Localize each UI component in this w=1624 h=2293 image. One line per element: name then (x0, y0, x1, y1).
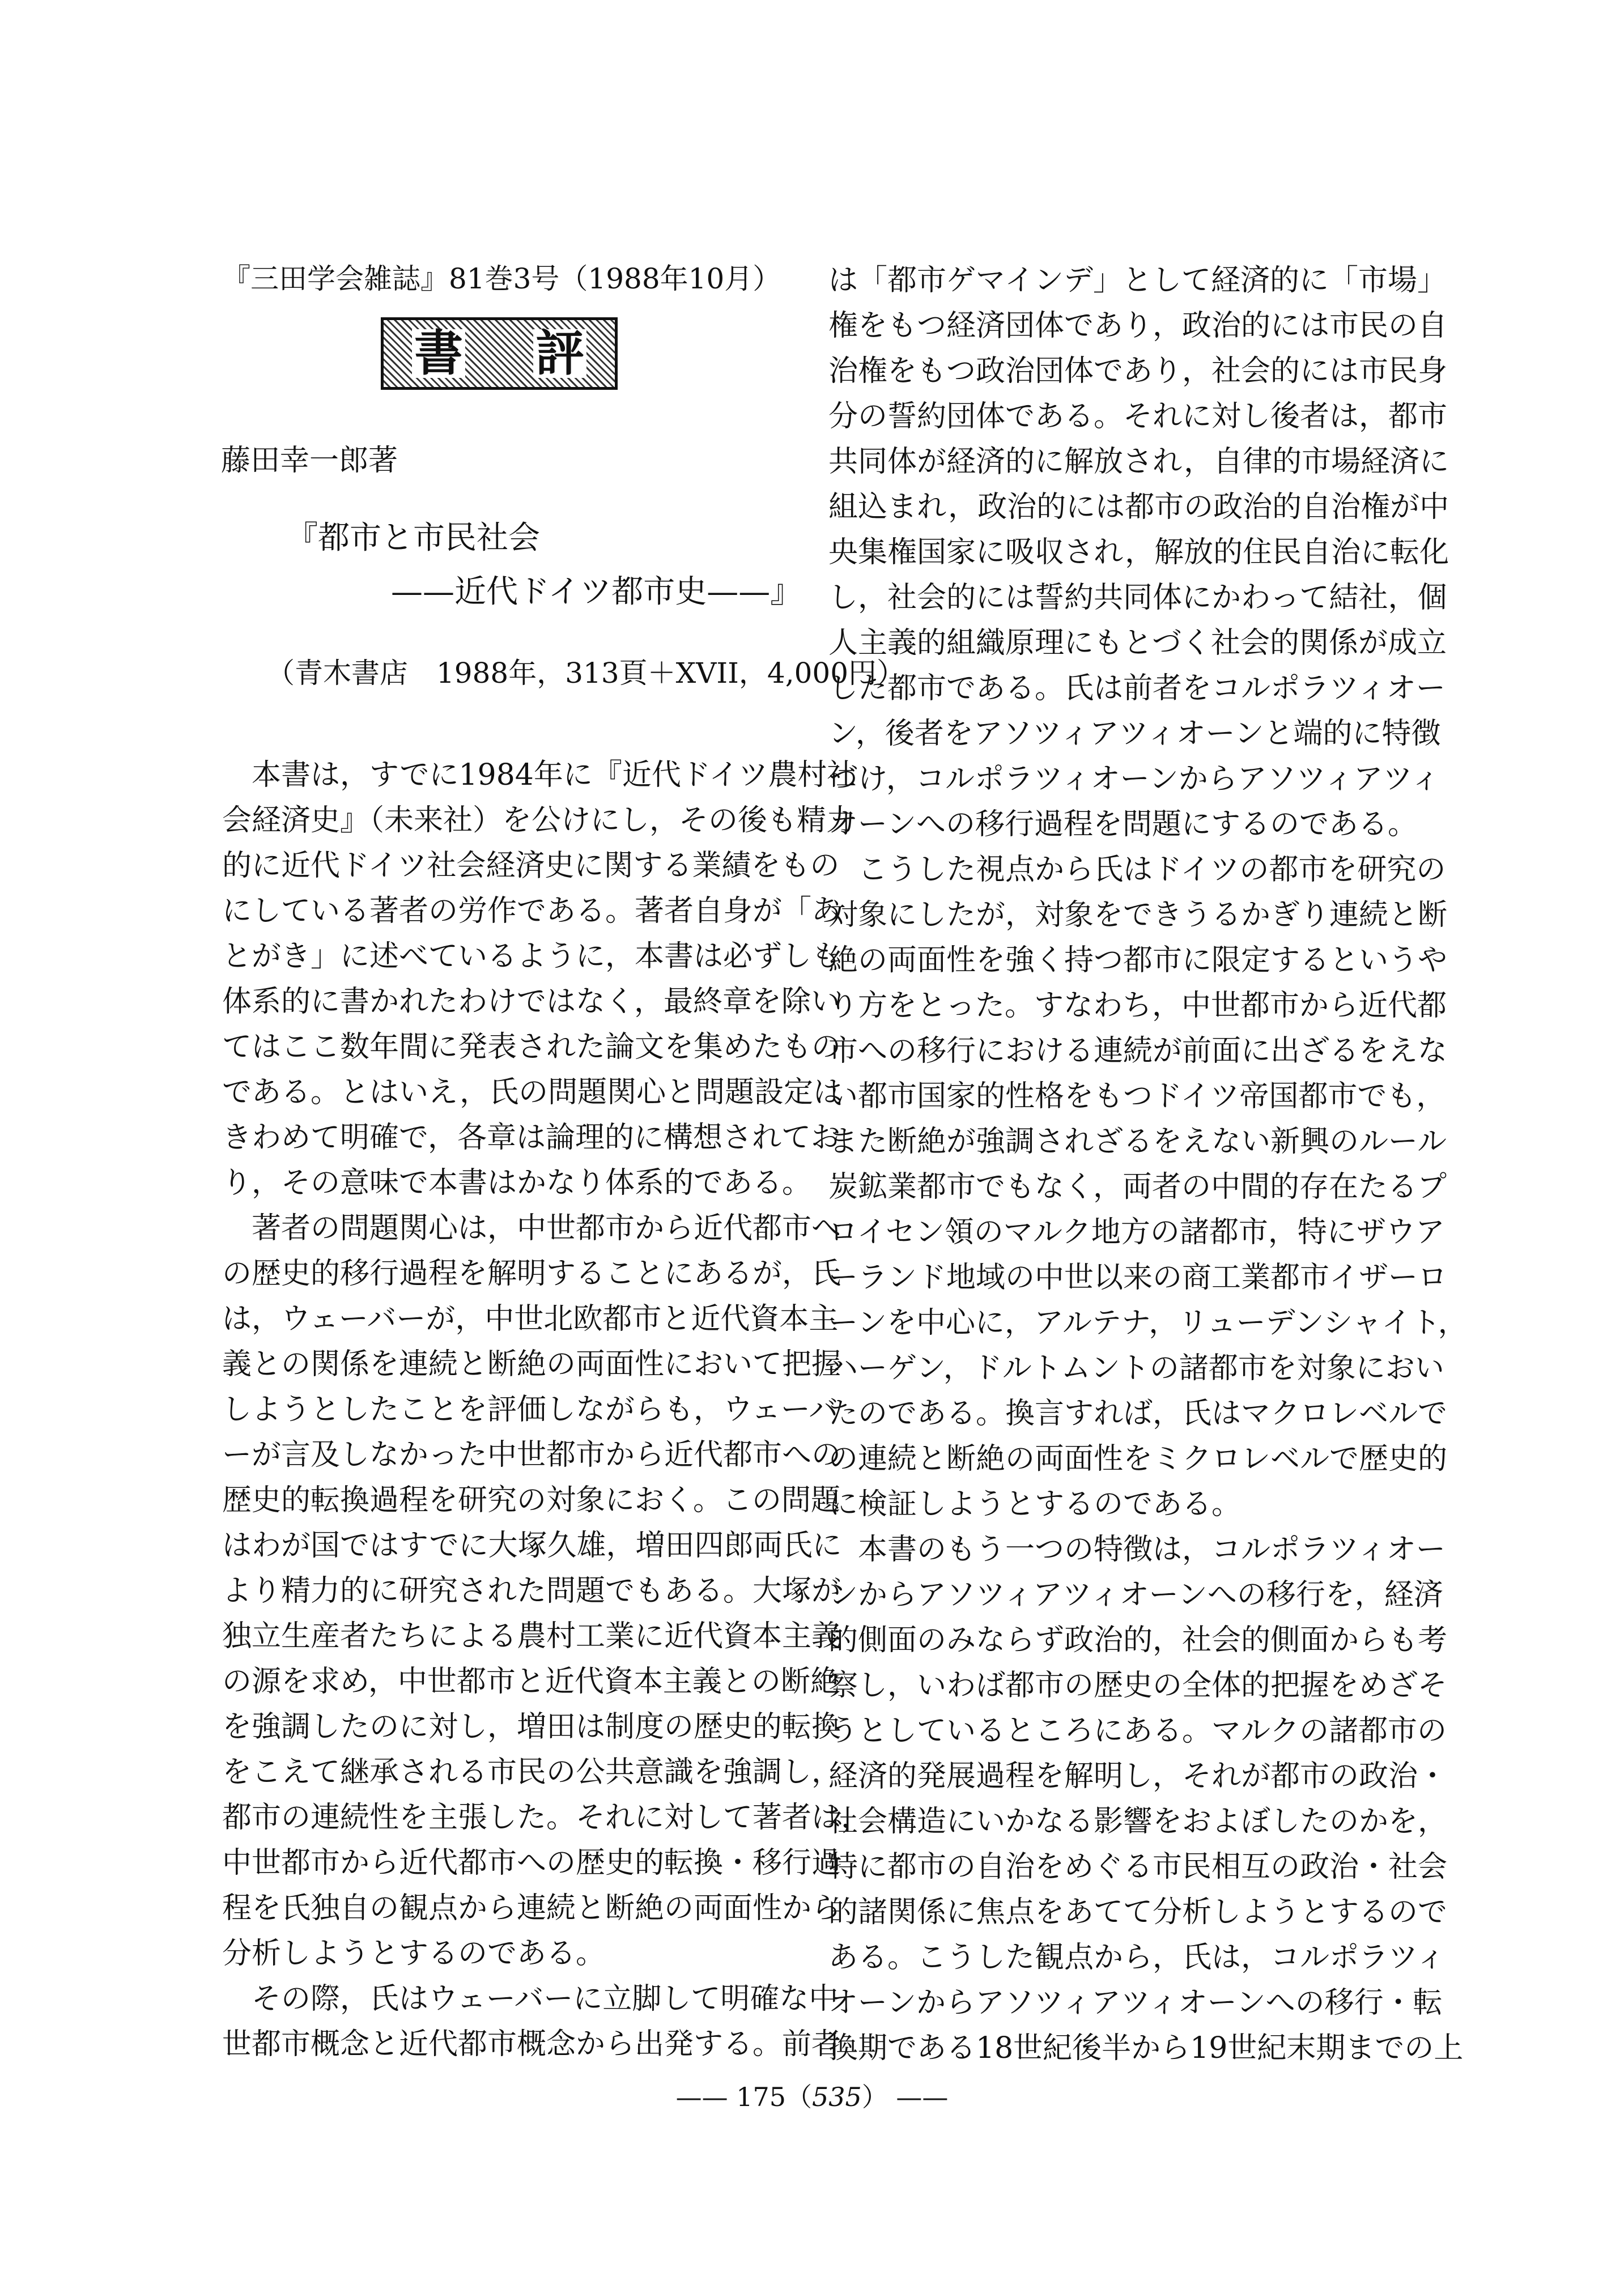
text-line: より精力的に研究された問題でもある。大塚が (222, 1574, 841, 1608)
left-column (222, 752, 871, 2067)
text-line: こうした視点から氏はドイツの都市を研究の (828, 853, 1446, 887)
text-line: 分析しようとするのである。 (222, 1937, 606, 1971)
journal-page-number: 535 (812, 2082, 862, 2112)
text-line: し，社会的には誓約共同体にかわって結社，個 (828, 581, 1447, 615)
text-line: に検証しようとするのである。 (828, 1487, 1242, 1521)
text-line: 分の誓約団体である。それに対し後者は，都市 (828, 399, 1448, 433)
book-review-stamp (381, 317, 618, 390)
text-line: ーンを中心に，アルテナ，リューデンシャイト， (828, 1306, 1468, 1340)
text-line: うとしているところにある。マルクの諸都市の (828, 1714, 1447, 1748)
text-line: オーンへの移行過程を問題にするのである。 (828, 807, 1417, 841)
text-line: 治権をもつ政治団体であり，社会的には市民身 (828, 354, 1448, 388)
text-line: また断絶が強調されざるをえない新興のルール (828, 1125, 1447, 1159)
stamp-char-right: 評 (533, 329, 586, 378)
text-line: 経済的発展過程を解明し，それが都市の政治・ (828, 1759, 1448, 1793)
text-line: の歴史的移行過程を解明することにあるが，氏 (222, 1257, 841, 1291)
text-line: 中世都市から近代都市への歴史的転換・移行過 (222, 1846, 841, 1880)
text-line: は「都市ゲマインデ」として経済的に「市場」 (828, 263, 1447, 297)
text-line: とがき」に述べているように，本書は必ずしも (222, 939, 841, 973)
text-line: い都市国家的性格をもつドイツ帝国都市でも， (828, 1079, 1446, 1113)
text-line: 本書のもう一つの特徴は，コルポラツィオー (828, 1533, 1446, 1567)
text-line: ロイセン領のマルク地方の諸都市，特にザウア (828, 1215, 1445, 1249)
text-line: づけ，コルポラツィオーンからアソツィアツィ (828, 762, 1440, 796)
text-line: 的側面のみならず政治的，社会的側面からも考 (828, 1623, 1448, 1657)
text-line: 対象にしたが，対象をできうるかぎり連続と断 (828, 898, 1448, 932)
text-line: 都市の連続性を主張した。それに対して著者は， (222, 1801, 871, 1835)
text-line: 程を氏独自の観点から連続と断絶の両面性から (222, 1891, 841, 1925)
text-line: 人主義的組織原理にもとづく社会的関係が成立 (828, 626, 1447, 660)
stamp-char-left: 書 (412, 329, 465, 378)
text-line: 本書は，すでに1984年に『近代ドイツ農村社 (222, 758, 857, 792)
page-number: —— 175（535） —— (675, 2082, 949, 2112)
text-line: 義との関係を連続と断絶の両面性において把握 (222, 1347, 841, 1381)
text-line: 世都市概念と近代都市概念から出発する。前者 (222, 2027, 841, 2061)
text-line: の連続と断絶の両面性をミクロレベルで歴史的 (828, 1442, 1448, 1476)
book-author: 藤田幸一郎著 (221, 444, 398, 478)
text-line: ンからアソツィアツィオーンへの移行を，経済 (828, 1578, 1443, 1612)
text-line: 察し，いわば都市の歴史の全体的把握をめざそ (828, 1669, 1448, 1703)
text-line: ーが言及しなかった中世都市から近代都市への (222, 1438, 841, 1472)
text-line: 独立生産者たちによる農村工業に近代資本主義 (222, 1619, 841, 1653)
text-line: たのである。換言すれば，氏はマクロレベルで (828, 1397, 1448, 1431)
text-line: 会経済史』（未来社）を公けにし，その後も精力 (222, 803, 856, 837)
text-line: の源を求め，中世都市と近代資本主義との断絶 (222, 1665, 840, 1699)
text-line: ン，後者をアソツィアツィオーンと端的に特徴 (828, 717, 1441, 751)
text-line: 市への移行における連続が前面に出ざるをえな (828, 1034, 1448, 1068)
text-line: 絶の両面性を強く持つ都市に限定するというや (828, 943, 1448, 977)
text-line: をこえて継承される市民の公共意識を強調し， (222, 1755, 841, 1789)
text-line: 炭鉱業都市でもなく，両者の中間的存在たるプ (828, 1170, 1447, 1204)
text-line: を強調したのに対し，増田は制度の歴史的転換 (222, 1710, 841, 1744)
text-line: 組込まれ，政治的には都市の政治的自治権が中 (828, 490, 1449, 524)
text-line: 著者の問題関心は，中世都市から近代都市へ (222, 1211, 841, 1245)
text-line: 的諸関係に焦点をあてて分析しようとするので (828, 1895, 1448, 1929)
text-line: り，その意味で本書はかなり体系的である。 (222, 1166, 812, 1200)
text-line: は，ウェーバーが，中世北欧都市と近代資本主 (222, 1302, 839, 1336)
page-number-value: 175 (736, 2082, 786, 2112)
publication-info: （青木書店 1988年，313頁＋XVII，4,000円） (266, 657, 905, 690)
right-column (828, 258, 1468, 2071)
text-line: きわめて明確で，各章は論理的に構想されてお (222, 1121, 840, 1155)
text-line: 的に近代ドイツ社会経済史に関する業績をもの (222, 849, 840, 883)
text-line: にしている著者の労作である。著者自身が「あ (222, 894, 841, 928)
text-line: り方をとった。すなわち，中世都市から近代都 (828, 989, 1447, 1023)
text-line: 体系的に書かれたわけではなく，最終章を除い (222, 985, 840, 1019)
text-line: した都市である。氏は前者をコルポラツィオー (828, 671, 1446, 705)
text-line: てはここ数年間に発表された論文を集めたもの (222, 1030, 841, 1064)
text-line: ハーゲン，ドルトムントの諸都市を対象におい (828, 1351, 1444, 1385)
text-line: 換期である18世紀後半から19世紀末期までの上 (828, 2031, 1464, 2065)
text-line: しようとしたことを評価しながらも，ウェーバ (222, 1393, 839, 1427)
text-line: その際，氏はウェーバーに立脚して明確な中 (222, 1982, 839, 2016)
text-line: 権をもつ経済団体であり，政治的には市民の自 (828, 309, 1448, 343)
text-line: ある。こうした観点から，氏は，コルポラツィ (828, 1941, 1446, 1975)
book-subtitle: ——近代ドイツ都市史——』 (391, 573, 802, 610)
text-line: 共同体が経済的に解放され，自律的市場経済に (828, 445, 1449, 479)
text-line: 特に都市の自治をめぐる市民相互の政治・社会 (828, 1850, 1448, 1884)
text-line: である。とはいえ，氏の問題関心と問題設定は (222, 1075, 843, 1109)
journal-citation: 『三田学会雑誌』81巻3号（1988年10月） (222, 262, 781, 295)
text-line: 社会構造にいかなる影響をおよぼしたのかを， (828, 1805, 1448, 1839)
book-title: 『都市と市民社会 (286, 520, 540, 556)
text-line: オーンからアソツィアツィオーンへの移行・転 (828, 1986, 1443, 2020)
text-line: ーランド地域の中世以来の商工業都市イザーロ (828, 1261, 1448, 1295)
text-line: 央集権国家に吸収され，解放的住民自治に転化 (828, 535, 1449, 569)
text-line: 歴史的転換過程を研究の対象におく。この問題 (222, 1483, 840, 1517)
text-line: はわが国ではすでに大塚久雄，増田四郎両氏に (222, 1529, 842, 1563)
